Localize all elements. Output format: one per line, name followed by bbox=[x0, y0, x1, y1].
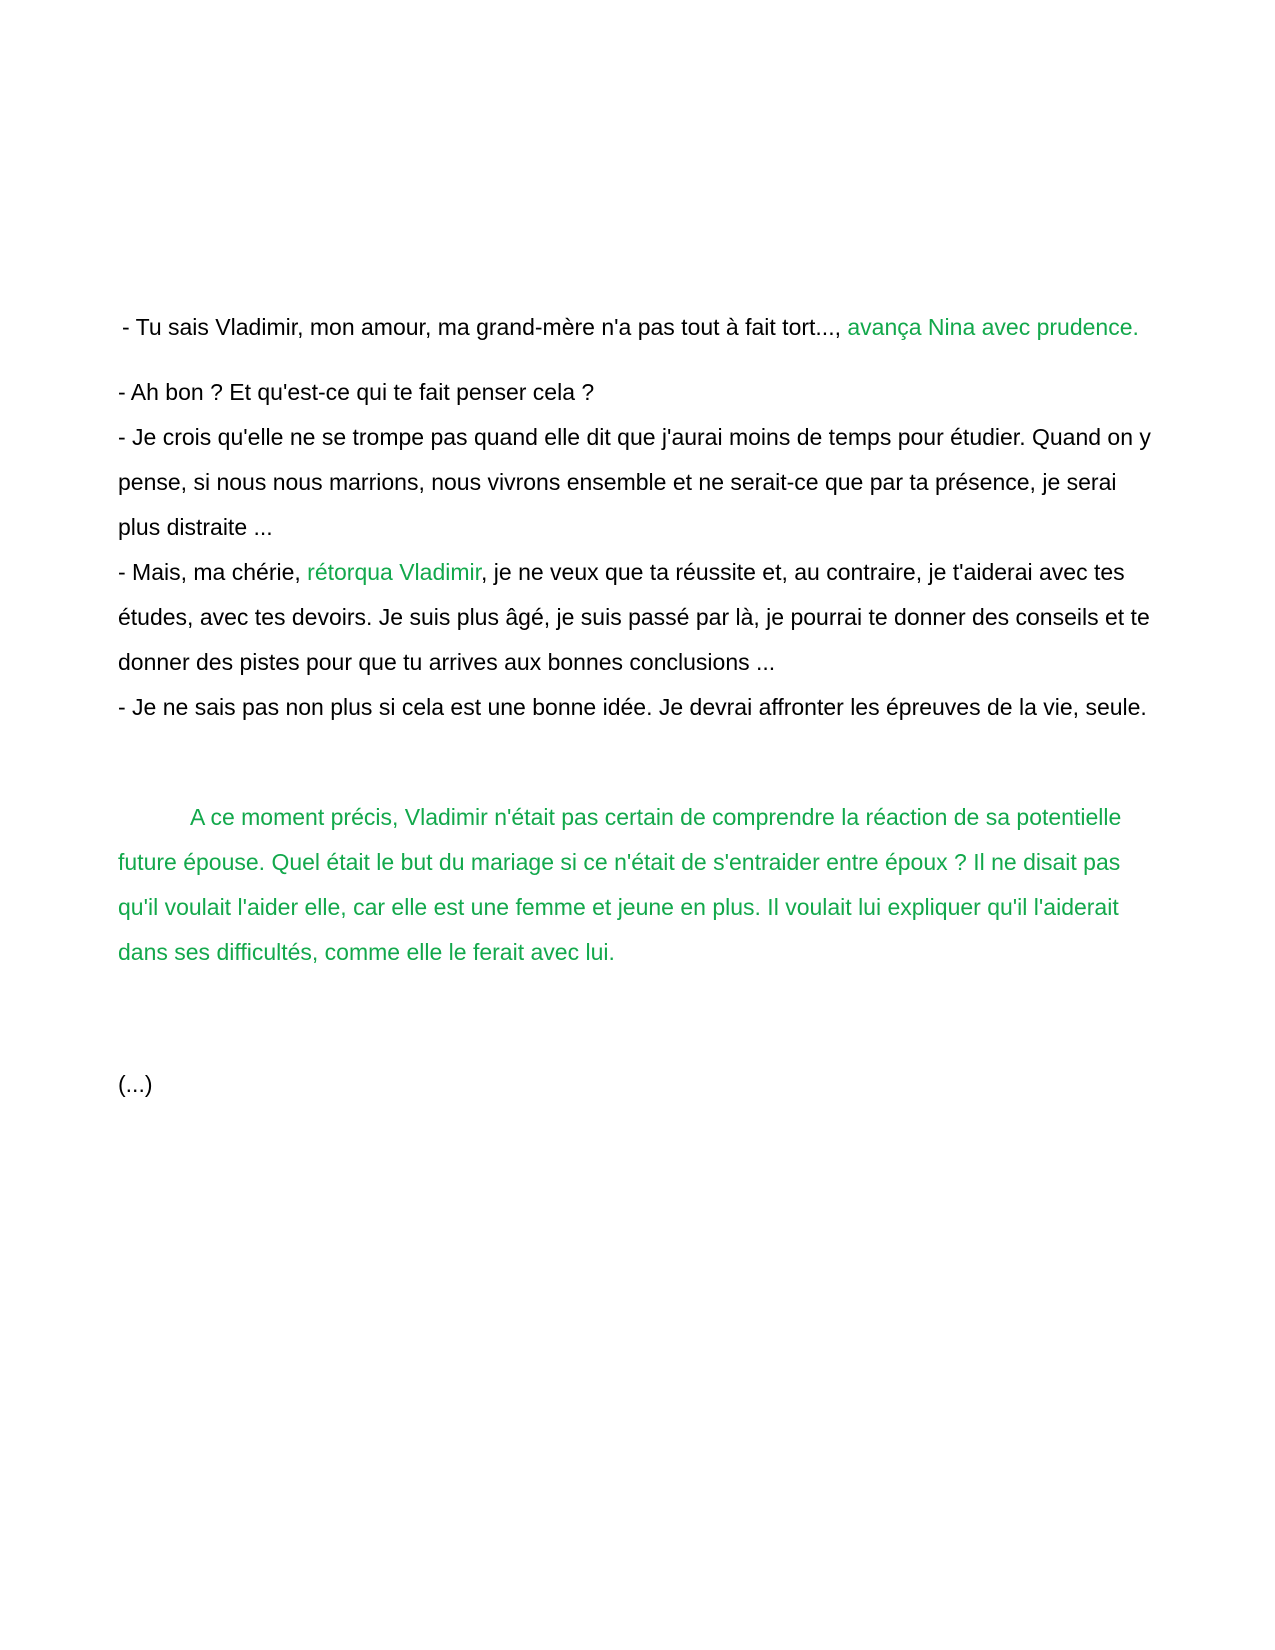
dialogue-4-tag: rétorqua Vladimir bbox=[307, 559, 482, 585]
dialogue-line-5 bbox=[118, 685, 1158, 730]
dialogue-line-3 bbox=[118, 415, 1158, 550]
dialogue-line-2 bbox=[118, 370, 1158, 415]
narration-paragraph bbox=[118, 795, 1158, 975]
ellipsis-line bbox=[118, 1062, 1158, 1107]
section-gap-2 bbox=[118, 975, 1158, 1062]
dialogue-2-text: - Ah bon ? Et qu'est-ce qui te fait penser cela ? bbox=[118, 379, 595, 405]
ellipsis-text: (...) bbox=[118, 1071, 153, 1097]
narration-text: A ce moment précis, Vladimir n'était pas certain de comprendre la réaction de sa potentielle future épouse. Quel était le but du mariage si ce n'était de s'entraider entre époux ? Il ne disait pas qu'il voulait l'aider elle, car elle est une femme et jeune en plus. Il voulait lui expliquer qu'il l'aiderait dans ses difficultés, comme elle le ferait avec lui. bbox=[118, 804, 1122, 965]
dialogue-4-before: - Mais, ma chérie, bbox=[118, 559, 301, 585]
section-gap bbox=[118, 730, 1158, 795]
dialogue-4-after: , je ne veux que ta réussite et, au contraire, je t'aiderai avec tes études, avec tes devoirs. Je suis plus âgé, je suis passé par là, je pourrai te donner des conseils et te donner des pistes pour que tu arrives aux bonnes conclusions ... bbox=[118, 559, 1150, 675]
dialogue-1-text: - Tu sais Vladimir, mon amour, ma grand-mère n'a pas tout à fait tort..., bbox=[122, 314, 841, 340]
dialogue-1-tag: avança Nina avec prudence. bbox=[847, 314, 1139, 340]
dialogue-3-text: - Je crois qu'elle ne se trompe pas quand elle dit que j'aurai moins de temps pour étudier. Quand on y pense, si nous nous marrions, nous vivrons ensemble et ne serait-ce que par ta présence, je serai plus distraite ... bbox=[118, 424, 1151, 540]
dialogue-5-text: - Je ne sais pas non plus si cela est une bonne idée. Je devrai affronter les épreuves de la vie, seule. bbox=[118, 694, 1147, 720]
dialogue-line-4 bbox=[118, 550, 1158, 685]
paragraph-gap bbox=[118, 350, 1158, 370]
document-body bbox=[118, 305, 1158, 1107]
dialogue-line-1 bbox=[118, 305, 1158, 350]
